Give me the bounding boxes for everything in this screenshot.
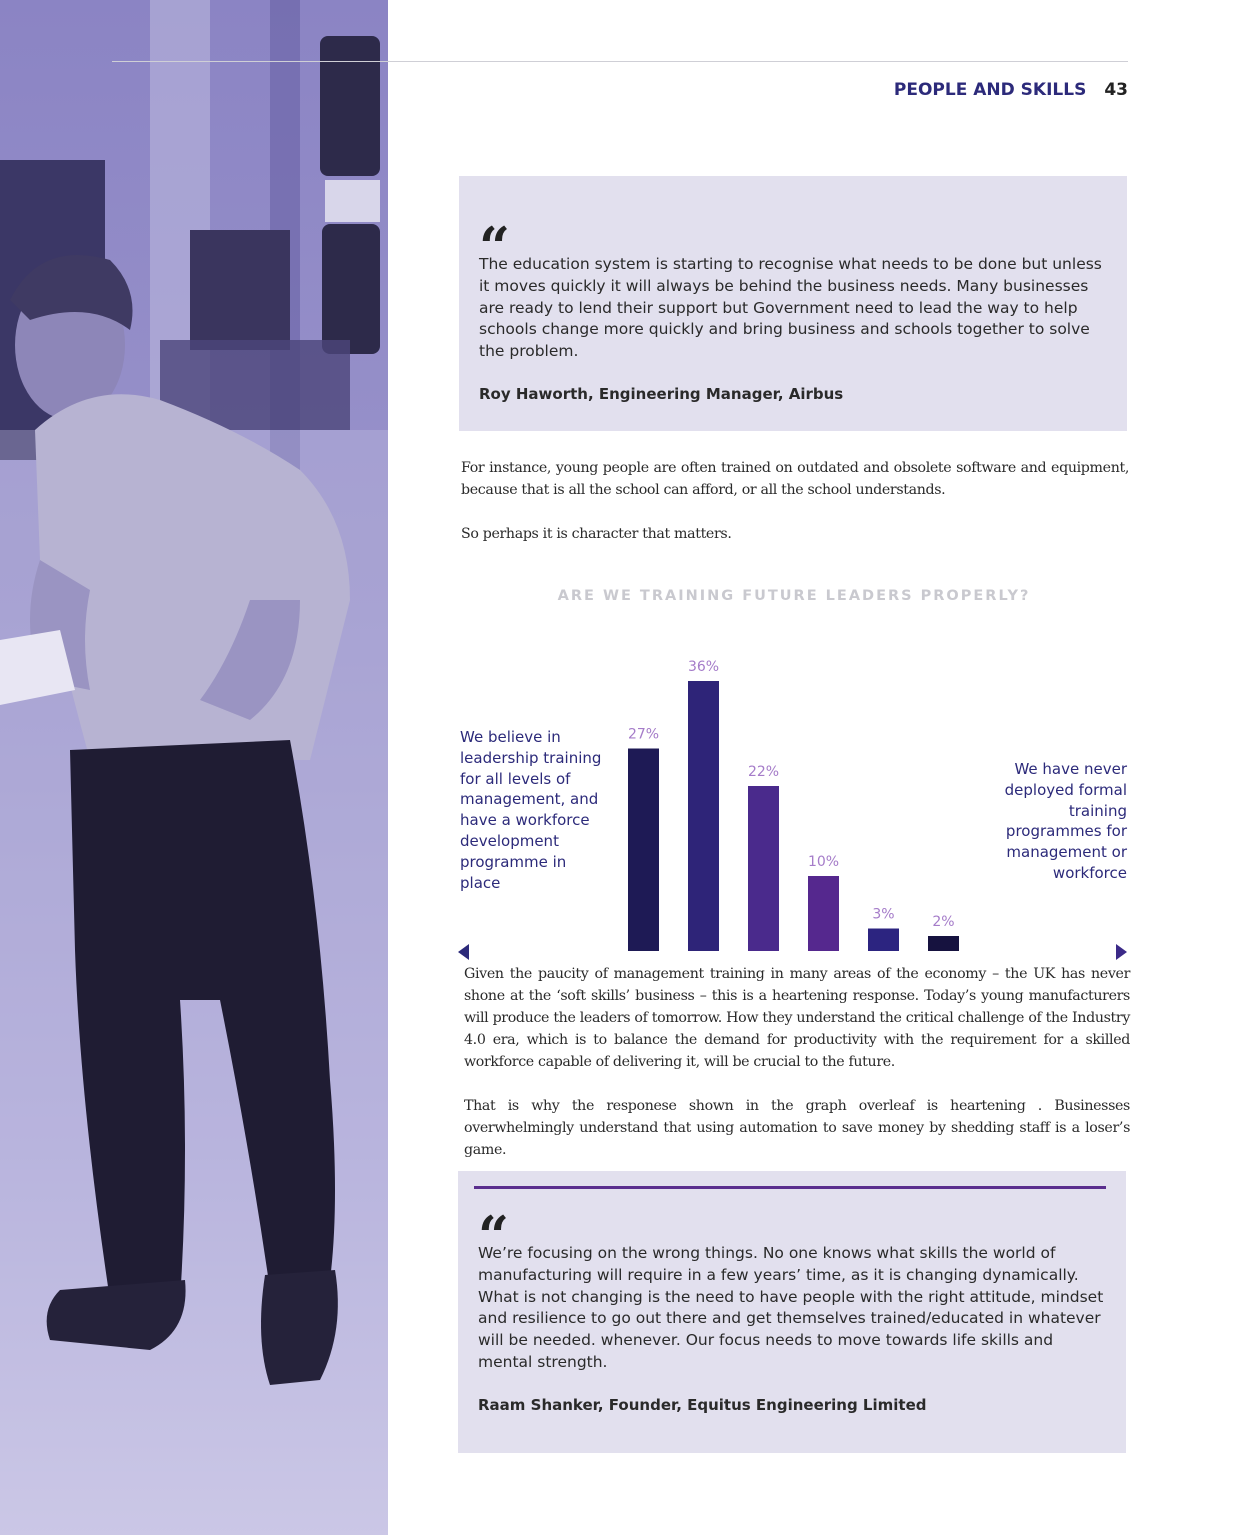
- chart-bar: [928, 936, 959, 951]
- quote-mark-icon: “: [479, 215, 511, 279]
- axis-right-arrow-icon: [1116, 944, 1127, 960]
- page-number: 43: [1104, 80, 1128, 100]
- chart-left-label: We believe in leadership training for all levels of management, and have a workforce development programme in place: [460, 728, 602, 892]
- chart-bar-value-label: 2%: [932, 914, 955, 930]
- paragraph: Given the paucity of management training in many areas of the economy – the UK has never shone at the ‘soft skills’ business – this is a heartening response. Today’s young manufacturers will produce the leaders of tomorrow. How they understand the critical challenge of the Industry 4.0 era, which is to balance the demand for productivity with the requirement for a skilled workforce capable of delivering it, will be crucial to the future.: [464, 966, 1130, 1070]
- chart-bar-value-label: 27%: [627, 726, 660, 743]
- quote-text: The education system is starting to recognise what needs to be done but unless it moves quickly it will always be behind the business needs. Many businesses are ready to lend their support but Government need to lead the way to help schools change more quickly and bring business and schools together to solve the problem.: [479, 255, 1102, 361]
- quote-attribution: Roy Haworth, Engineering Manager, Airbus: [479, 384, 844, 403]
- paragraph: That is why the responese shown in the graph overleaf is heartening . Businesses overwhelmingly understand that using automation to save money by shedding staff is a loser’s game.: [464, 1098, 1130, 1158]
- chart-bar-value-label: 10%: [807, 854, 840, 870]
- chart-title: ARE WE TRAINING FUTURE LEADERS PROPERLY?: [557, 588, 1031, 604]
- chart-bar: [688, 681, 719, 951]
- quote-mark-icon: “: [478, 1204, 510, 1268]
- chart-bar-value-label: 36%: [687, 659, 720, 675]
- axis-left-arrow-icon: [458, 944, 469, 960]
- chart-bar-value-label: 22%: [747, 764, 780, 780]
- quote-attribution: Raam Shanker, Founder, Equitus Engineering Limited: [478, 1395, 927, 1414]
- paragraph: For instance, young people are often trained on outdated and obsolete software and equipment, because that is all the school can afford, or all the school understands.: [461, 460, 1129, 498]
- chart-bar: [628, 749, 659, 952]
- chart-bar: [808, 876, 839, 951]
- quote-text: We’re focusing on the wrong things. No one knows what skills the world of manufacturing will require in a few years’ time, as it is changing dynamically. What is not changing is the need to have people with the right attitude, mindset and resilience to go out there and get themselves trained/educated in whatever will be needed. whenever. Our focus needs to move towards life skills and mental strength.: [478, 1244, 1104, 1371]
- quote-box-shanker: [458, 1171, 1126, 1453]
- chart-bar-value-label: 3%: [872, 906, 895, 923]
- chart-bar: [868, 929, 899, 952]
- chart-bar: [748, 786, 779, 951]
- body-text-response: [464, 963, 1130, 1183]
- quote-accent-rule: [474, 1186, 1106, 1189]
- paragraph: So perhaps it is character that matters.: [461, 526, 732, 542]
- chart-right-label: We have never deployed formal training programmes for management or workforce: [1004, 760, 1127, 882]
- section-title: PEOPLE AND SKILLS: [893, 80, 1087, 100]
